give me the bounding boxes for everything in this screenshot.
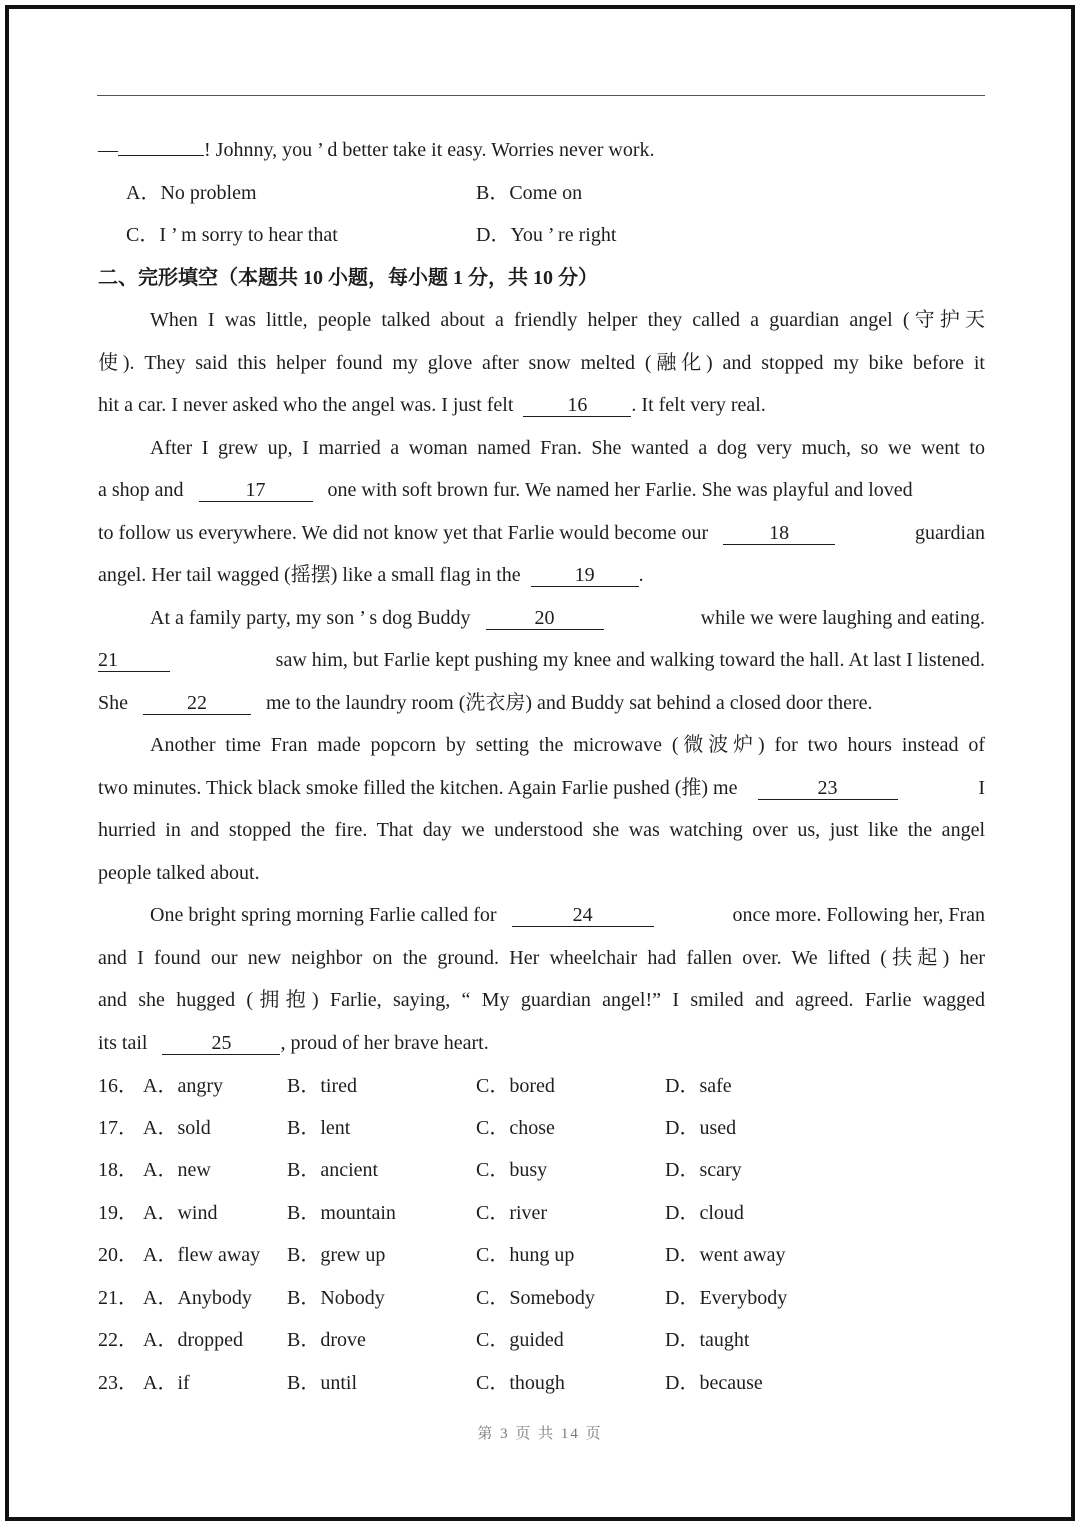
passage-p2-line2: [98, 478, 985, 502]
passage-text: once more. Following her, Fran: [732, 904, 985, 926]
option-d[interactable]: D．went away: [665, 1244, 786, 1266]
passage-p4-line1: Another time Fran made popcorn by setting the microwave (微波炉) for two hours instead of: [150, 734, 985, 756]
question-number: 19．: [98, 1202, 138, 1224]
q15-dash: —: [98, 139, 118, 161]
option-d[interactable]: D．Everybody: [665, 1287, 788, 1309]
blank-21[interactable]: 21: [98, 649, 170, 672]
passage-p2-line1: After I grew up, I married a woman named Fran. She wanted a dog very much, so we went to: [150, 437, 985, 459]
passage-text: She: [98, 692, 128, 714]
passage-text: . It felt very real.: [631, 394, 766, 416]
option-a[interactable]: A．sold: [143, 1117, 211, 1139]
passage-p5-line1: [150, 903, 985, 927]
option-d[interactable]: D．scary: [665, 1159, 742, 1181]
passage-p1-line1: When I was little, people talked about a friendly helper they called a guardian angel (守护天: [150, 309, 985, 331]
option-b[interactable]: B．tired: [287, 1075, 357, 1097]
option-b[interactable]: B．mountain: [287, 1202, 396, 1224]
option-b[interactable]: B．until: [287, 1372, 358, 1394]
option-c[interactable]: C．guided: [476, 1329, 564, 1351]
passage-p5-line4: [98, 1031, 985, 1055]
passage-text: One bright spring morning Farlie called for: [150, 904, 497, 926]
passage-text: a shop and: [98, 479, 184, 501]
option-c[interactable]: C．Somebody: [476, 1287, 595, 1309]
passage-text: hit a car. I never asked who the angel was. I just felt: [98, 394, 514, 416]
q15-stem-text: ! Johnny, you ’ d better take it easy. Worries never work.: [204, 139, 655, 161]
passage-p4-line2: [98, 776, 985, 800]
q15-option-a[interactable]: A．No problem: [126, 182, 257, 204]
passage-p2-line3: [98, 521, 985, 545]
passage-p4-line3: hurried in and stopped the fire. That day we understood she was watching over us, just like the angel: [98, 819, 985, 841]
passage-p3-line2: [98, 648, 985, 672]
option-d[interactable]: D．safe: [665, 1075, 732, 1097]
question-number: 18．: [98, 1159, 138, 1181]
option-d[interactable]: D．cloud: [665, 1202, 744, 1224]
q15-stem: [98, 138, 985, 162]
question-number: 22．: [98, 1329, 138, 1351]
passage-text: one with soft brown fur. We named her Farlie. She was playful and loved: [327, 479, 913, 501]
option-b[interactable]: B．ancient: [287, 1159, 379, 1181]
option-d[interactable]: D．used: [665, 1117, 737, 1139]
blank-25[interactable]: 25: [162, 1032, 280, 1055]
option-b[interactable]: B．grew up: [287, 1244, 386, 1266]
question-number: 21．: [98, 1287, 138, 1309]
blank-24[interactable]: 24: [512, 904, 654, 927]
blank-17[interactable]: 17: [199, 479, 313, 502]
passage-text: two minutes. Thick black smoke filled the kitchen. Again Farlie pushed (推) me: [98, 777, 738, 799]
passage-p3-line1: [150, 606, 985, 630]
passage-p1-line3: [98, 393, 985, 417]
blank-19[interactable]: 19: [531, 564, 639, 587]
q15-blank[interactable]: [118, 155, 204, 156]
option-a[interactable]: A．angry: [143, 1075, 223, 1097]
passage-text: , proud of her brave heart.: [280, 1032, 489, 1054]
question-number: 20．: [98, 1244, 138, 1266]
passage-text: while we were laughing and eating.: [700, 607, 985, 629]
passage-p3-line3: [98, 691, 985, 715]
passage-p4-line4: people talked about.: [98, 862, 260, 884]
question-number: 23．: [98, 1372, 138, 1394]
page-footer: 第 3 页 共 14 页: [477, 1426, 603, 1442]
blank-16[interactable]: 16: [523, 394, 631, 417]
blank-18[interactable]: 18: [723, 522, 835, 545]
passage-text: I: [978, 777, 985, 799]
option-a[interactable]: A．if: [143, 1372, 190, 1394]
option-c[interactable]: C．hung up: [476, 1244, 575, 1266]
question-number: 16．: [98, 1075, 138, 1097]
option-b[interactable]: B．drove: [287, 1329, 366, 1351]
passage-p1-line2: 使). They said this helper found my glove after snow melted (融化) and stopped my bike before it: [98, 352, 985, 374]
option-d[interactable]: D．taught: [665, 1329, 750, 1351]
passage-text: guardian: [915, 522, 985, 544]
passage-text: me to the laundry room (洗衣房) and Buddy sat behind a closed door there.: [266, 692, 873, 714]
passage-text: its tail: [98, 1032, 148, 1054]
option-a[interactable]: A．new: [143, 1159, 211, 1181]
option-c[interactable]: C．river: [476, 1202, 548, 1224]
option-c[interactable]: C．chose: [476, 1117, 555, 1139]
option-b[interactable]: B．Nobody: [287, 1287, 385, 1309]
passage-p2-line4: [98, 563, 985, 587]
passage-text: angel. Her tail wagged (摇摆) like a small flag in the: [98, 564, 521, 586]
option-d[interactable]: D．because: [665, 1372, 763, 1394]
blank-23[interactable]: 23: [758, 777, 898, 800]
option-a[interactable]: A．flew away: [143, 1244, 261, 1266]
option-c[interactable]: C．busy: [476, 1159, 548, 1181]
section-heading: 二、完形填空（本题共 10 小题，每小题 1 分，共 10 分）: [98, 267, 598, 289]
q15-option-c[interactable]: C．I ’ m sorry to hear that: [126, 224, 338, 246]
blank-22[interactable]: 22: [143, 692, 251, 715]
option-a[interactable]: A．Anybody: [143, 1287, 252, 1309]
option-b[interactable]: B．lent: [287, 1117, 351, 1139]
passage-text: At a family party, my son ’ s dog Buddy: [150, 607, 471, 629]
question-number: 17．: [98, 1117, 138, 1139]
blank-20[interactable]: 20: [486, 607, 604, 630]
passage-text: saw him, but Farlie kept pushing my knee and walking toward the hall. At last I listened.: [275, 649, 985, 671]
option-a[interactable]: A．wind: [143, 1202, 218, 1224]
option-c[interactable]: C．bored: [476, 1075, 555, 1097]
header-rule: [97, 95, 985, 96]
passage-text: to follow us everywhere. We did not know yet that Farlie would become our: [98, 522, 709, 544]
option-c[interactable]: C．though: [476, 1372, 565, 1394]
passage-text: .: [638, 564, 644, 586]
q15-option-b[interactable]: B．Come on: [476, 182, 583, 204]
option-a[interactable]: A．dropped: [143, 1329, 243, 1351]
q15-option-d[interactable]: D．You ’ re right: [476, 224, 617, 246]
passage-p5-line3: and she hugged (拥抱) Farlie, saying, “ My guardian angel!” I smiled and agreed. Farlie wagged: [98, 989, 985, 1011]
passage-p5-line2: and I found our new neighbor on the ground. Her wheelchair had fallen over. We lifted (扶起) her: [98, 947, 985, 969]
